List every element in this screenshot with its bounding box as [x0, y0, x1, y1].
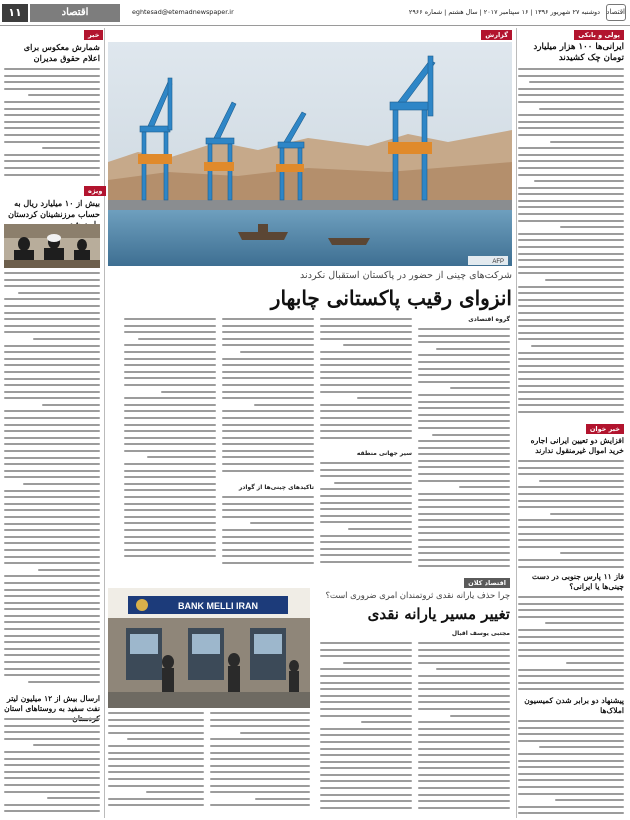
left-headline-2: بیش از ۱۰ میلیارد ریال به حساب مرزنشینان کردستان: [8, 198, 100, 219]
bank-sign-text: BANK MELLI IRAN: [178, 601, 258, 611]
main-headline: انزوای رقیب پاکستانی چابهار: [270, 286, 512, 310]
left-tag-news: خبر: [84, 30, 103, 40]
right-headline-3: فاز ۱۱ پارس جنوبی در دست چینی‌ها یا ایرانی؟: [532, 572, 624, 591]
photo-credit: AFP: [492, 259, 504, 265]
second-body-col-4: [210, 712, 310, 816]
main-body-col-3-bottom: [222, 496, 314, 572]
newspaper-logo: اقتصاد: [606, 4, 626, 21]
main-tag-report: گزارش: [481, 30, 512, 40]
right-tag-news: خبر خوان: [586, 424, 624, 434]
bank-branch-illustration: [108, 588, 310, 708]
second-body-col-2: [320, 642, 412, 816]
column-divider: [516, 28, 517, 818]
second-headline: تغییر مسیر یارانه نقدی: [367, 605, 510, 623]
left-body-text-2: [4, 272, 100, 690]
page-header: [0, 0, 630, 26]
main-body-col-2-bottom: [320, 462, 412, 572]
meeting-illustration: [4, 224, 100, 268]
right-body-text-3: [518, 596, 624, 692]
second-tag-macro: اقتصاد کلان: [464, 578, 510, 588]
main-body-col-3-top: [222, 318, 314, 480]
main-kicker: شرکت‌های چینی از حضور در پاکستان استقبال نکردند: [300, 270, 512, 281]
port-cranes-photo: [108, 42, 512, 266]
right-headline: ایرانی‌ها ۱۰۰ هزار میلیارد تومان چک کشیدند: [533, 42, 624, 63]
section-email: eghtesad@etemadnewspaper.ir: [132, 8, 234, 16]
bank-melli-photo: [108, 588, 310, 708]
main-byline: گروه اقتصادی: [468, 316, 510, 323]
main-sub-byline: سیر جهانی منطقه: [356, 450, 412, 457]
left-body-text-3: [4, 718, 100, 816]
page-number: ۱۱: [2, 4, 28, 22]
right-body-text-4: [518, 720, 624, 816]
left-headline-3: ارسال بیش از ۱۲ میلیون لیتر نفت سفید به روستاهای استان: [4, 694, 100, 713]
left-body-text: [4, 68, 100, 182]
section-title: اقتصاد: [30, 4, 120, 22]
officials-meeting-photo: [4, 224, 100, 268]
right-headline-2: افزایش دو تعیین ایرانی اجاره‌ خرید اموال غیرمنقول ندارند: [530, 436, 624, 455]
second-body-col-3: [108, 712, 204, 816]
main-sub-byline-2: تاکیدهای چینی‌ها از گوادر: [238, 484, 314, 491]
main-body-col-4: [124, 318, 216, 572]
right-tag-banking: پولی و بانکی: [574, 30, 624, 40]
left-tag-special: ویژه: [84, 186, 106, 196]
issue-date-line: دوشنبه ۲۷ شهریور ۱۳۹۶ | ۱۶ سپتامبر ۲۰۱۷ | سال هشتم | شماره ۲۹۶۶: [408, 8, 600, 16]
main-body-col-1: [418, 328, 510, 574]
second-kicker: چرا حذف یارانه نقدی ثروتمندان امری ضروری است؟: [325, 590, 510, 600]
right-body-text: [518, 68, 624, 416]
right-body-text-2: [518, 460, 624, 568]
port-scene-illustration: [108, 42, 512, 266]
right-headline-4: پیشنهاد دو برابر شدن کمیسیون املاک‌ها: [524, 696, 624, 715]
left-headline: شمارش معکوس برای اعلام حقوق مدیران: [23, 42, 100, 63]
second-byline: مجتبی یوسف اقبال: [451, 630, 510, 637]
bank-emblem-icon: [136, 599, 148, 611]
main-body-col-2-top: [320, 318, 412, 446]
second-body-col-1: [418, 642, 510, 816]
column-divider: [104, 28, 105, 818]
